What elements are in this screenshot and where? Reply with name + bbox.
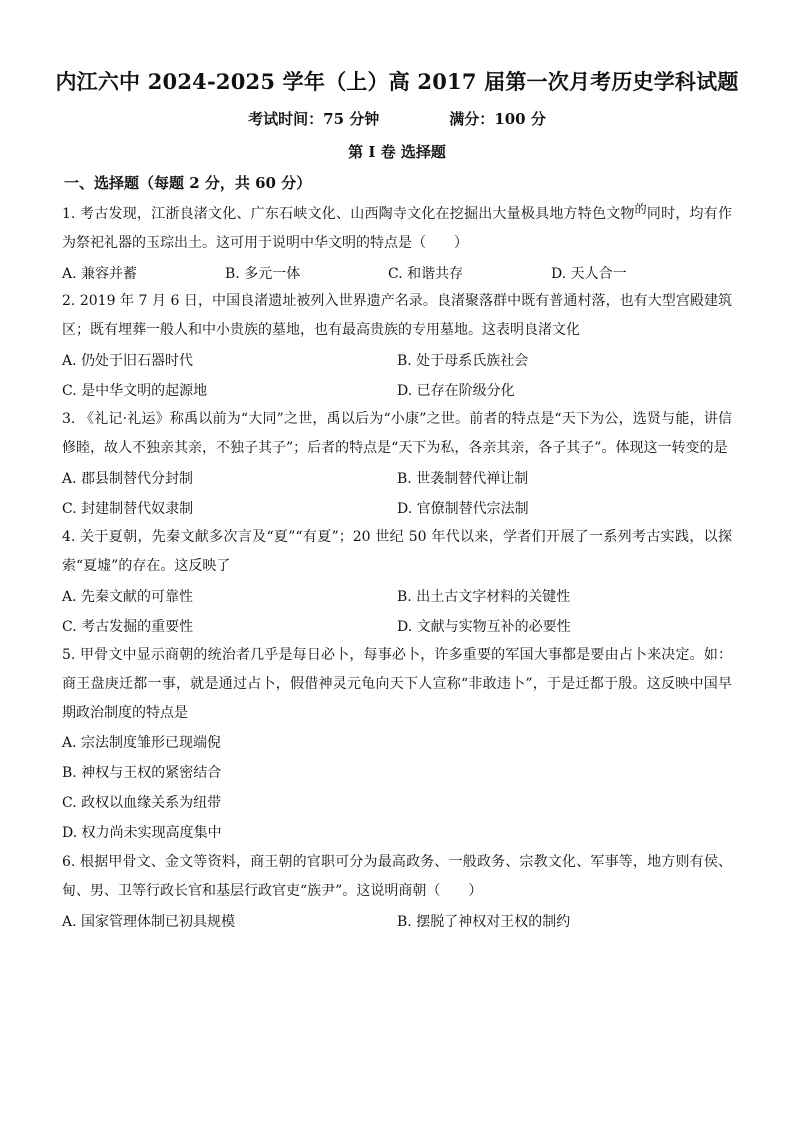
- question-6: [62, 848, 732, 936]
- exam-score: 满分：100 分: [449, 110, 546, 128]
- option-d: D. 权力尚未实现高度集中: [62, 825, 222, 841]
- exam-title: 内江六中 2024-2025 学年（上）高 2017 届第一次月考历史学科试题: [55, 69, 739, 94]
- option-d: D. 天人合一: [551, 265, 627, 282]
- option-c: C. 和谐共存: [388, 265, 464, 282]
- options: [62, 375, 732, 405]
- option-b: B. 出土古文字材料的关键性: [397, 589, 571, 605]
- option-a: A. 国家管理体制已初具规模: [62, 914, 236, 930]
- option-a: A. 郡县制替代分封制: [62, 471, 194, 487]
- question-stem: 5. 甲骨文中显示商朝的统治者几乎是每日必卜，每事必卜，许多重要的军国大事都是要由占卜来决定。如：商王盘庚迁都一事，就是通过占卜，假借神灵元龟向天下人宣称“非敢违卜”，于是迁都于殷。这反映中国早期政治制度的特点是: [62, 647, 732, 721]
- option-a: A. 先秦文献的可靠性: [62, 589, 194, 605]
- options: [62, 258, 732, 287]
- option-b: B. 世袭制替代禅让制: [397, 471, 529, 487]
- question-stem: 3. 《礼记·礼运》称禹以前为“大同”之世，禹以后为“小康”之世。前者的特点是“天下为公，选贤与能，讲信修睦，故人不独亲其亲，不独子其子”；后者的特点是“天下为私，各亲其亲，各子其子”。体现这一转变的是: [62, 411, 732, 456]
- option-a: A. 仍处于旧石器时代: [62, 353, 194, 369]
- questions-list: [62, 200, 732, 936]
- option-a: A. 宗法制度雏形已现端倪: [62, 735, 222, 751]
- options: [62, 581, 732, 611]
- stem-text: 同时，均有作为祭祀礼器的玉琮出土。这可用于说明中华文明的特点是（ ）: [62, 206, 732, 251]
- options: [62, 728, 732, 848]
- question-1: [62, 200, 732, 287]
- options: [62, 611, 732, 641]
- option-d: D. 文献与实物互补的必要性: [397, 619, 571, 635]
- stem-superscript: 的: [634, 202, 647, 216]
- question-stem: [62, 200, 732, 258]
- question-3: [62, 405, 732, 523]
- options: [62, 906, 732, 936]
- question-2: [62, 287, 732, 405]
- option-c: C. 是中华文明的起源地: [62, 383, 208, 399]
- option-c: C. 封建制替代奴隶制: [62, 501, 194, 517]
- option-c: C. 政权以血缘关系为纽带: [62, 795, 222, 811]
- question-5: [62, 641, 732, 848]
- option-c: C. 考古发掘的重要性: [62, 619, 194, 635]
- question-4: [62, 523, 732, 641]
- option-b: B. 处于母系氏族社会: [397, 353, 529, 369]
- option-b: B. 多元一体: [225, 265, 301, 282]
- options: [62, 463, 732, 493]
- exam-meta: [0, 108, 794, 129]
- stem-text: 1. 考古发现，江浙良渚文化、广东石峡文化、山西陶寺文化在挖掘出大量极具地方特色文物: [62, 206, 635, 222]
- exam-time: 考试时间：75 分钟: [248, 110, 380, 128]
- question-stem: 2. 2019 年 7 月 6 日，中国良渚遗址被列入世界遗产名录。良渚聚落群中既有普通村落，也有大型宫殿建筑区；既有埋葬一般人和中小贵族的墓地，也有最高贵族的专用墓地。这表明良渚文化: [62, 293, 732, 338]
- section-heading: 一、选择题（每题 2 分，共 60 分）: [64, 174, 312, 192]
- option-b: B. 神权与王权的紧密结合: [62, 765, 222, 781]
- options: [62, 345, 732, 375]
- option-d: D. 官僚制替代宗法制: [397, 501, 529, 517]
- options: [62, 493, 732, 523]
- option-d: D. 已存在阶级分化: [397, 383, 515, 399]
- option-b: B. 摆脱了神权对王权的制约: [397, 914, 571, 930]
- volume-heading: 第 I 卷 选择题: [348, 143, 446, 161]
- option-a: A. 兼容并蓄: [62, 265, 138, 282]
- question-stem: 6. 根据甲骨文、金文等资料，商王朝的官职可分为最高政务、一般政务、宗教文化、军事等，地方则有侯、甸、男、卫等行政长官和基层行政官吏“族尹”。这说明商朝（ ）: [62, 854, 732, 899]
- question-stem: 4. 关于夏朝，先秦文献多次言及“夏”“有夏”；20 世纪 50 年代以来，学者们开展了一系列考古实践，以探索“夏墟”的存在。这反映了: [62, 529, 732, 574]
